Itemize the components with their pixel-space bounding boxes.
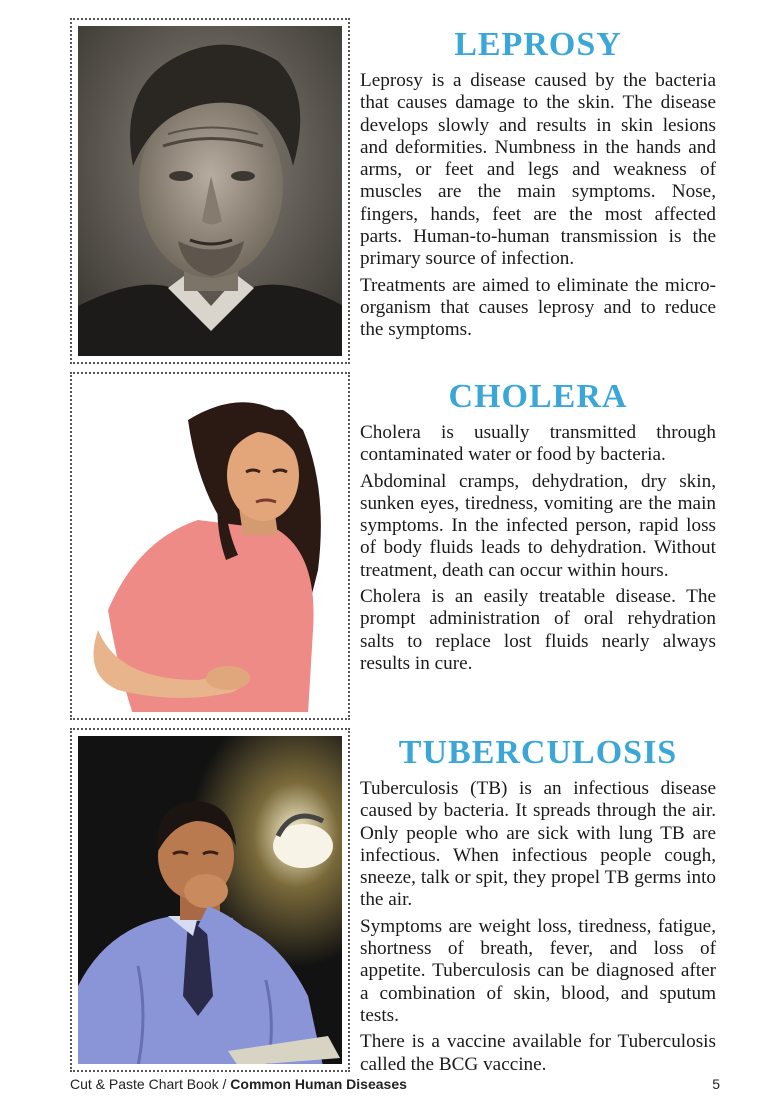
page-footer [70,1076,720,1092]
cholera-section [360,378,716,679]
cholera-photo [78,380,342,712]
tuberculosis-man-illustration [78,736,342,1064]
tuberculosis-photo [78,736,342,1064]
leprosy-paragraph: Treatments are aimed to eliminate the micro-organism that causes leprosy and to reduce the symptoms. [360,274,716,341]
tuberculosis-section [360,734,716,1080]
footer-subject: Common Human Diseases [230,1076,407,1092]
cholera-photo-frame [70,372,350,720]
cholera-paragraph: Cholera is an easily treatable disease. The prompt administration of oral rehydration salts to replace lost fluids nearly always results in cure. [360,586,716,674]
leprosy-paragraph: Leprosy is a disease caused by the bacteria that causes damage to the skin. The disease develops slowly and results in skin lesions and deformities. Numbness in the hands and arms, or feet and legs and weakness of muscles are the main symptoms. Nose, fingers, hands, feet are the most affected parts. Human-to-human transmission is the primary source of infection. [360,70,716,270]
cholera-paragraph: Abdominal cramps, dehydration, dry skin, sunken eyes, tiredness, vomiting are the main symptoms. In the infected person, rapid loss of body fluids leads to dehydration. Without treatment, death can occur within hours. [360,470,716,581]
tuberculosis-paragraph: Tuberculosis (TB) is an infectious disease caused by bacteria. It spreads through the air. Only people who are sick with lung TB are infectious. When infectious people cough, sneeze, talk or spit, they propel TB germs into the air. [360,778,716,911]
leprosy-portrait-illustration [78,26,342,356]
page-number: 5 [712,1076,720,1092]
leprosy-photo-frame [70,18,350,364]
leprosy-photo [78,26,342,356]
tuberculosis-photo-frame [70,728,350,1072]
footer-book-title: Cut & Paste Chart Book / [70,1076,231,1092]
tuberculosis-paragraph: Symptoms are weight loss, tiredness, fatigue, shortness of breath, fever, and loss of appetite. Tuberculosis can be diagnosed after a combination of skin, blood, and sputum tests. [360,915,716,1026]
tuberculosis-title: TUBERCULOSIS [398,734,678,771]
leprosy-section [360,26,716,346]
leprosy-title: LEPROSY [454,26,622,63]
cholera-title: CHOLERA [448,378,628,415]
cholera-paragraph: Cholera is usually transmitted through contaminated water or food by bacteria. [360,422,716,466]
tuberculosis-paragraph: There is a vaccine available for Tuberculosis called the BCG vaccine. [360,1031,716,1075]
cholera-girl-illustration [78,380,342,712]
